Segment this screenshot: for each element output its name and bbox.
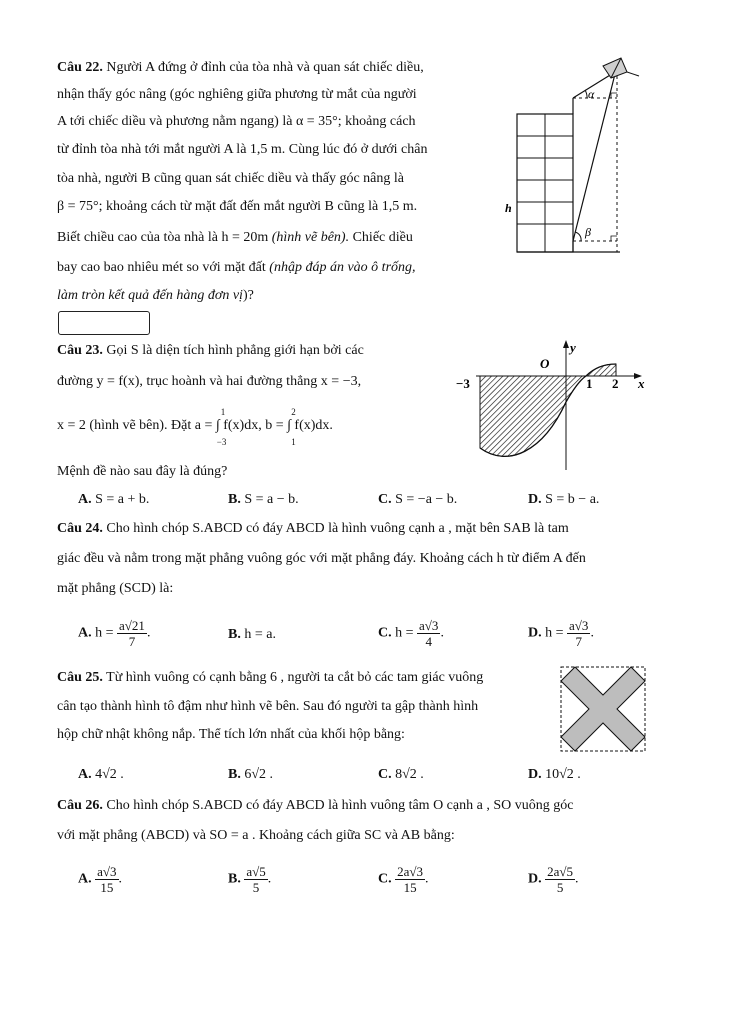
q25-option-d[interactable]: D. 10√2 . [528,767,581,782]
shaded-cross [561,667,645,751]
q23-label: Câu 23. [57,343,103,358]
q23-option-d[interactable]: D. S = b − a. [528,492,600,507]
q23-area-graph [448,340,668,480]
x-label: x [638,376,645,391]
q23-option-b[interactable]: B. S = a − b. [228,492,299,507]
region-a [480,376,586,456]
q23-option-c[interactable]: C. S = −a − b. [378,492,458,507]
q26-option-d[interactable]: D. $\frac{2a√5}{5}$ . [528,864,579,895]
y-label: y [570,340,576,355]
q25-cross-figure [560,666,646,752]
answer-input-box[interactable] [58,311,150,335]
q24-option-c[interactable]: C. h = $\frac{a√3}{4}$ . [378,618,444,649]
q25-option-c[interactable]: C. 8√2 . [378,767,424,782]
q25-label: Câu 25. [57,670,103,685]
q26-option-a[interactable]: A. $\frac{a√3}{15}$ . [78,864,123,895]
tick-2: 2 [612,376,619,391]
q26-option-c[interactable]: C. $\frac{2a√3}{15}$ . [378,864,429,895]
q26-option-b[interactable]: B. $\frac{a√5}{5}$ . [228,864,272,895]
beta-label: β [585,225,591,239]
origin-label: O [540,356,550,371]
h-label: h [505,201,512,215]
q24-label: Câu 24. [57,521,103,536]
kite-icon [603,58,639,78]
q24-option-d[interactable]: D. h = $\frac{a√3}{7}$ . [528,618,594,649]
b-integral: b = ∫ f(x)dx [265,418,330,433]
q24-option-a[interactable]: A. h = $\frac{a√21}{7}$ . [78,618,151,649]
tick-1: 1 [586,376,593,391]
q24-option-b[interactable]: B. h = a. [228,627,276,642]
q23-option-a[interactable]: A. S = a + b. [78,492,150,507]
q22-building-kite-figure [505,52,645,262]
q25-option-b[interactable]: B. 6√2 . [228,767,274,782]
q25-option-a[interactable]: A. 4√2 . [78,767,124,782]
q26-label: Câu 26. [57,798,103,813]
tick-minus3: −3 [456,376,470,391]
alpha-label: α [588,87,595,101]
a-integral: a = ∫ f(x)dx [194,418,259,433]
q22-label: Câu 22. [57,60,103,75]
